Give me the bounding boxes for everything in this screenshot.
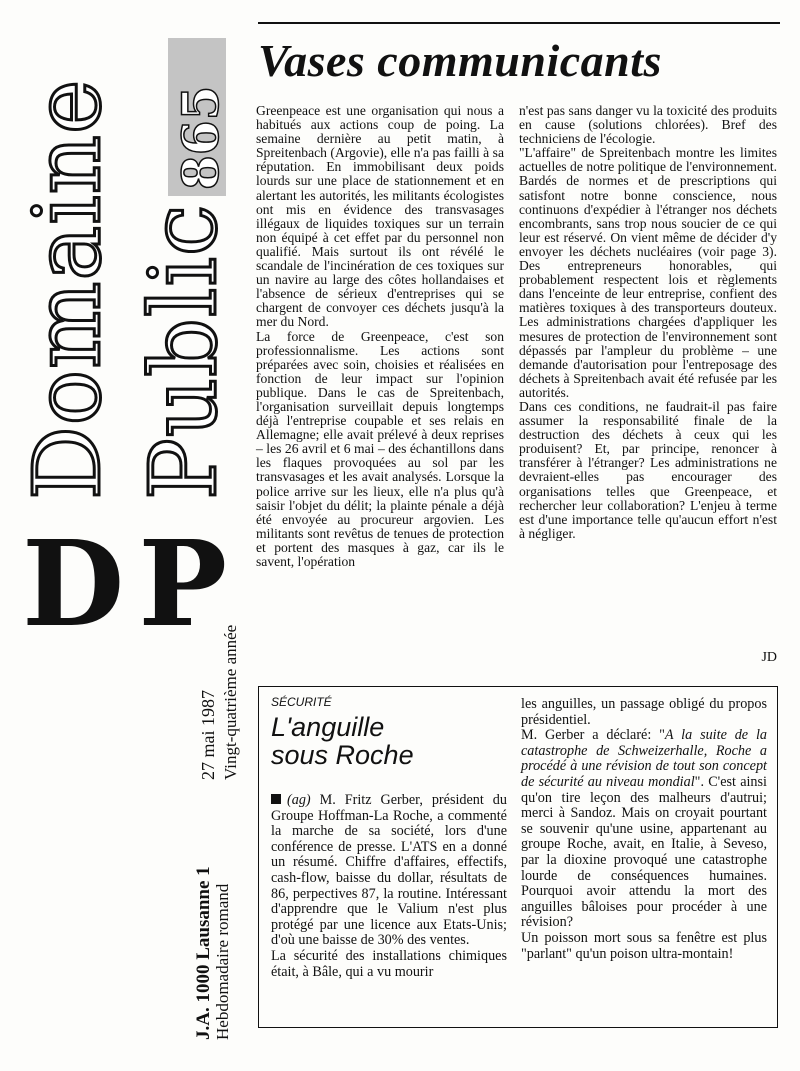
dp-logo: DP — [22, 514, 242, 653]
quote: A la suite de la catastrophe de Schweizerhalle, Roche a procédé à une révision de tout son concept de sécurité au niveau mondial — [521, 727, 767, 790]
frequency-line: Hebdomadaire romand — [213, 883, 232, 1040]
issue-number: 865 — [171, 85, 230, 190]
bullet-square-icon — [271, 794, 281, 804]
top-rule — [258, 22, 780, 24]
paragraph — [271, 793, 507, 949]
paragraph: Un poisson mort sous sa fenêtre est plus "parlant" qu'un poison ultra-montain! — [521, 929, 767, 962]
quote-intro: M. Gerber a déclaré: " — [521, 727, 665, 744]
postal-line: J.A. 1000 Lausanne 1 — [193, 866, 214, 1040]
publication-year: Vingt-quatrième année — [221, 624, 240, 780]
section-kicker: SÉCURITÉ — [271, 695, 332, 709]
paragraph: les anguilles, un passage obligé du propos présidentiel. — [521, 696, 767, 728]
paragraph: La sécurité des installations chimiques était, à Bâle, qui a vu mourir — [271, 947, 507, 980]
issue-date: 27 mai 1987 — [198, 690, 218, 780]
paragraph: La force de Greenpeace, c'est son professionnalisme. Les actions sont préparées avec soin, choisies et réalisées en fonction de leur impact sur l'opinion publique. Dans le cas de Spreitenbach, l'organisation surveillait depuis longtemps déjà l'entreprise coupable et ses relais en Allemagne; elle avait prélevé à deux reprises – les 26 avril et 6 mai – des échantillons dans les flaques provoquées au sol par les transvasages et les avait analysés. Lorsque la police arrive sur les lieux, elle n'a plus qu'à saisir l'objet du délit; la plainte pénale a déjà été envoyée au procureur argovien. Les militants sont revêtus de tenues de protection et portent des masques à gaz, car ils le savent, l'opération — [256, 328, 504, 569]
boxed-article — [258, 686, 778, 1028]
box-title — [271, 713, 414, 769]
article-column-2 — [519, 104, 777, 541]
quote-outro: ". C'est ainsi qu'on tire leçon des malheurs d'autrui; merci à Sandoz. Mais on croyait pourtant se souvenir qu'une usine, appartenant au groupe Roche, avait, en Italie, à Seveso, par la dioxine provoqué une catastrophe lourde de conséquences humaines. Pourquoi avoir attendu la mort des anguilles bâloises pour procéder à une révision? — [521, 773, 767, 931]
box-title-line-1: L'anguille — [271, 712, 385, 742]
paragraph: "L'affaire" de Spreitenbach montre les limites actuelles de notre politique de l'environnement. Bardés de normes et de prescriptions qui satisfont notre bonne conscience, nous continuons d'expédier à l'étranger nos déchets encombrants, sans trop nous soucier de ce qui leur est réservé. On vient même de décider d'y envoyer les déchets nucléaires (voir page 3). Des entrepreneurs honorables, qui probablement respectent lois et règlements dans l'enceinte de leur entreprise, confient des matières toxiques à des transporteurs douteux. Les administrations chargées d'appliquer les mesures de protection de l'environnement sont dépassés par l'ampleur du problème – une demande d'autorisation pour l'entreposage des déchets à Spreitenbach avait été refusée par les autorités. — [519, 145, 777, 400]
paragraph-text: M. Fritz Gerber, président du Groupe Hoffman-La Roche, a commenté la marche de sa société, lors d'une conférence de presse. L'ATS en a donné un résumé. Chiffre d'affaires, effectifs, cash-flow, baisse du dollar, résultats de 86, perpectives 87, la routine. Intéressant d'apprendre que le Valium n'est plus protégé par une licence aux Etats-Unis; d'où une baisse de 30% des ventes. — [271, 792, 507, 949]
box-column-1 — [271, 793, 507, 980]
masthead-public: Public — [130, 203, 237, 500]
box-title-line-2: sous Roche — [271, 740, 414, 770]
article-title: Vases communicants — [258, 35, 662, 86]
paragraph: Greenpeace est une organisation qui nous a habitués aux actions coup de poing. La semaine dernière au petit matin, à Spreitenbach (Argovie), elle n'a pas failli à sa réputation. En immobilisant deux poids lourds sur une place de stationnement et en alertant les autorités, les militants écologistes ont mis en évidence des transvasages illégaux de liquides toxiques sur un terrain non équipé à cet effet par du personnel non qualifié. Mais surtout ils ont révélé le scandale de l'incinération de ces toxiques sur un navire au large des côtes hollandaises et l'absence de sérieux d'entreprises qui se chargent de convoyer ces déchets jusqu'à la mer du Nord. — [256, 103, 504, 330]
box-column-2 — [521, 697, 767, 962]
masthead-domaine: Domaine — [14, 78, 121, 500]
paragraph: n'est pas sans danger vu la toxicité des produits en cause (solutions chlorées). Bref des techniciens de l'écologie. — [519, 103, 777, 147]
paragraph — [521, 728, 767, 931]
author-signature: JD — [761, 650, 777, 665]
article-column-1 — [256, 104, 504, 569]
author-tag: (ag) — [287, 792, 311, 808]
paragraph: Dans ces conditions, ne faudrait-il pas faire assumer la responsabilité finale de la destruction des déchets à ceux qui les produisent? Et, par principe, renoncer à transférer à l'étranger? Les administrations ne devraient-elles pas encourager des organisations telles que Greenpeace, et rechercher leur collaboration? L'enjeu à terme est d'une importance telle qu'aucun effort n'est à négliger. — [519, 398, 777, 541]
